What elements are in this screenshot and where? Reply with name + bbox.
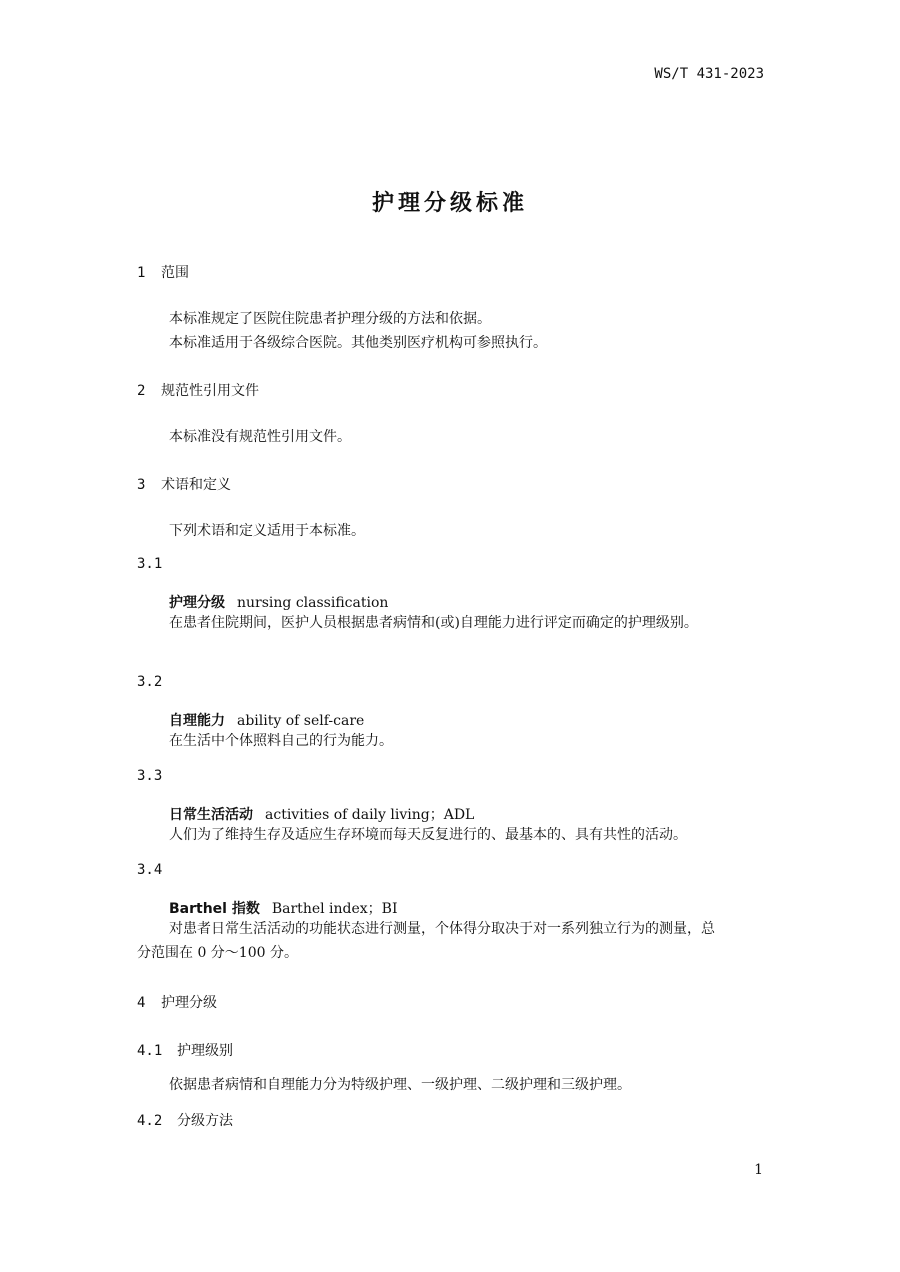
term-3-1-number	[137, 556, 162, 572]
subsection-4-2-heading	[137, 1110, 233, 1130]
terms-intro-paragraph: 下列术语和定义适用于本标准。	[169, 523, 365, 539]
section-number: 4	[137, 995, 146, 1011]
section-title: 规范性引用文件	[161, 383, 259, 399]
term-chinese: 护理分级	[169, 595, 225, 611]
subsection-number: 4.2	[137, 1113, 163, 1129]
term-number: 3.4	[137, 862, 163, 878]
section-4-heading	[137, 992, 217, 1012]
subsection-4-1-heading	[137, 1040, 233, 1060]
subsection-title: 分级方法	[177, 1113, 233, 1129]
section-2-heading	[137, 380, 259, 400]
term-english: nursing classification	[237, 595, 389, 611]
term-3-2-number	[137, 674, 162, 690]
term-3-3-line	[169, 804, 474, 824]
term-english: activities of daily living；ADL	[265, 807, 475, 823]
term-3-4-definition: 对患者日常生活活动的功能状态进行测量，个体得分取决于对一系列独立行为的测量，总分范围在 0 分～100 分。	[137, 921, 715, 961]
page-number: 1	[754, 1162, 763, 1178]
term-3-1-definition: 在患者住院期间，医护人员根据患者病情和(或)自理能力进行评定而确定的护理级别。	[169, 615, 698, 631]
section-number: 3	[137, 477, 146, 493]
term-chinese: Barthel 指数	[169, 901, 260, 917]
section-3-heading	[137, 474, 231, 494]
term-3-3-definition: 人们为了维持生存及适应生存环境而每天反复进行的、最基本的、具有共性的活动。	[169, 827, 687, 843]
standard-code: WS/T 431-2023	[654, 66, 764, 82]
section-1-heading	[137, 262, 189, 282]
normative-references-paragraph: 本标准没有规范性引用文件。	[169, 429, 351, 445]
term-chinese: 日常生活活动	[169, 807, 253, 823]
section-title: 护理分级	[161, 995, 217, 1011]
term-3-4-line	[169, 898, 398, 918]
section-number: 1	[137, 265, 146, 281]
term-number: 3.2	[137, 674, 163, 690]
nursing-levels-paragraph: 依据患者病情和自理能力分为特级护理、一级护理、二级护理和三级护理。	[169, 1077, 631, 1093]
term-english: Barthel index；BI	[271, 901, 398, 917]
term-3-4-number	[137, 862, 162, 878]
subsection-title: 护理级别	[177, 1043, 233, 1059]
section-title: 术语和定义	[161, 477, 231, 493]
term-number: 3.3	[137, 768, 163, 784]
section-title: 范围	[161, 265, 189, 281]
term-3-2-line	[169, 710, 364, 730]
document-title: 护理分级标准	[371, 191, 528, 216]
term-english: ability of self-care	[237, 713, 365, 729]
term-number: 3.1	[137, 556, 163, 572]
subsection-number: 4.1	[137, 1043, 163, 1059]
section-number: 2	[137, 383, 146, 399]
term-chinese: 自理能力	[169, 713, 225, 729]
term-3-3-number	[137, 768, 162, 784]
term-3-2-definition: 在生活中个体照料自己的行为能力。	[169, 733, 393, 749]
term-3-1-line	[169, 592, 388, 612]
scope-paragraph-2: 本标准适用于各级综合医院。其他类别医疗机构可参照执行。	[169, 335, 547, 351]
scope-paragraph-1: 本标准规定了医院住院患者护理分级的方法和依据。	[169, 311, 491, 327]
